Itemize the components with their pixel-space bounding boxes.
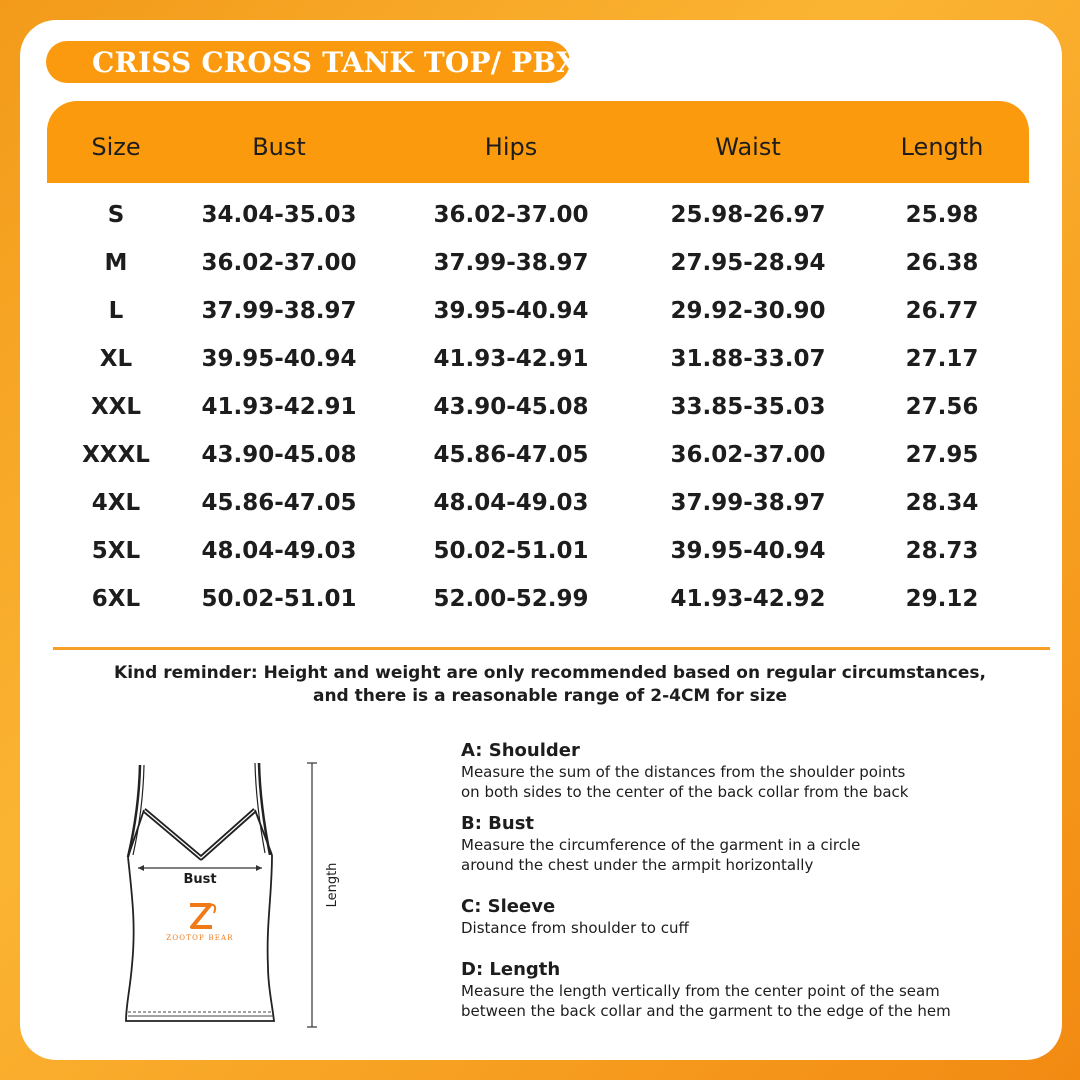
logo-text: ZOOTOP BEAR [166, 934, 234, 942]
section-divider [53, 647, 1050, 650]
cell-waist: 39.95-40.94 [670, 538, 826, 564]
table-row [47, 435, 1029, 483]
definition-title: D: Length [461, 959, 561, 980]
right-strap [259, 763, 270, 855]
definition-sleeve [461, 896, 1061, 938]
cell-bust: 48.04-49.03 [201, 538, 357, 564]
length-label: Length [325, 862, 340, 908]
cell-hips: 43.90-45.08 [433, 394, 589, 420]
cell-waist: 31.88-33.07 [670, 346, 826, 372]
cell-length: 28.34 [905, 490, 979, 516]
cell-waist: 25.98-26.97 [670, 202, 826, 228]
cell-hips: 45.86-47.05 [433, 442, 589, 468]
cell-size: XXXL [82, 442, 150, 468]
definition-shoulder [461, 740, 1061, 802]
cell-size: M [104, 250, 128, 276]
header-size: Size [91, 133, 141, 161]
cell-length: 27.56 [905, 394, 979, 420]
cell-hips: 48.04-49.03 [433, 490, 589, 516]
cell-waist: 36.02-37.00 [670, 442, 826, 468]
definition-text: Measure the length vertically from the center point of the seam between the back collar and the garment to the edge of the hem [461, 982, 951, 1020]
table-row [47, 291, 1029, 339]
definition-title: C: Sleeve [461, 896, 556, 917]
size-table-body [47, 195, 1029, 627]
cell-length: 26.77 [905, 298, 979, 324]
reminder-line-2: and there is a reasonable range of 2-4CM for size [312, 686, 788, 706]
cell-size: XL [99, 346, 133, 372]
bust-label: Bust [183, 872, 217, 887]
title-banner [46, 41, 579, 83]
cell-bust: 45.86-47.05 [201, 490, 357, 516]
cell-bust: 39.95-40.94 [201, 346, 357, 372]
header-hips: Hips [484, 133, 538, 161]
cell-size: XXL [90, 394, 142, 420]
table-row [47, 387, 1029, 435]
definition-title: A: Shoulder [461, 740, 580, 761]
definition-length [461, 959, 1061, 1021]
header-length: Length [900, 133, 984, 161]
cell-length: 27.95 [905, 442, 979, 468]
cell-hips: 41.93-42.91 [433, 346, 589, 372]
neckline [144, 810, 255, 858]
cell-bust: 50.02-51.01 [201, 586, 357, 612]
cell-waist: 27.95-28.94 [670, 250, 826, 276]
left-strap [128, 765, 140, 857]
definition-text: Measure the sum of the distances from the shoulder points on both sides to the center of the back collar from the back [461, 763, 909, 801]
table-row [47, 195, 1029, 243]
definition-text: Distance from shoulder to cuff [461, 919, 689, 937]
table-row [47, 579, 1029, 627]
cell-waist: 41.93-42.92 [670, 586, 826, 612]
cell-size: S [107, 202, 125, 228]
table-row [47, 483, 1029, 531]
cell-length: 29.12 [905, 586, 979, 612]
table-header [47, 101, 1029, 183]
cell-length: 27.17 [905, 346, 979, 372]
cell-hips: 52.00-52.99 [433, 586, 589, 612]
cell-bust: 43.90-45.08 [201, 442, 357, 468]
kind-reminder [60, 662, 1040, 708]
table-row [47, 531, 1029, 579]
cell-waist: 33.85-35.03 [670, 394, 826, 420]
table-row [47, 339, 1029, 387]
cell-length: 28.73 [905, 538, 979, 564]
cell-bust: 34.04-35.03 [201, 202, 357, 228]
tank-top-diagram [96, 755, 366, 1035]
cell-bust: 37.99-38.97 [201, 298, 357, 324]
definition-bust [461, 813, 1061, 875]
cell-hips: 36.02-37.00 [433, 202, 589, 228]
header-bust: Bust [252, 133, 306, 161]
cell-size: 6XL [91, 586, 141, 612]
cell-bust: 36.02-37.00 [201, 250, 357, 276]
cell-hips: 50.02-51.01 [433, 538, 589, 564]
cell-size: 4XL [91, 490, 141, 516]
cell-waist: 29.92-30.90 [670, 298, 826, 324]
definition-title: B: Bust [461, 813, 535, 834]
cell-hips: 37.99-38.97 [433, 250, 589, 276]
reminder-line-1: Kind reminder: Height and weight are only recommended based on regular circumstances, [114, 663, 986, 683]
cell-bust: 41.93-42.91 [201, 394, 357, 420]
cell-hips: 39.95-40.94 [433, 298, 589, 324]
cell-size: 5XL [91, 538, 141, 564]
definition-text: Measure the circumference of the garment in a circle around the chest under the armpit horizontally [461, 836, 861, 874]
header-waist: Waist [715, 133, 781, 161]
cell-length: 26.38 [905, 250, 979, 276]
cell-waist: 37.99-38.97 [670, 490, 826, 516]
page-title: CRISS CROSS TANK TOP/ PBX [92, 45, 579, 79]
table-row [47, 243, 1029, 291]
cell-length: 25.98 [905, 202, 979, 228]
cell-size: L [108, 298, 124, 324]
